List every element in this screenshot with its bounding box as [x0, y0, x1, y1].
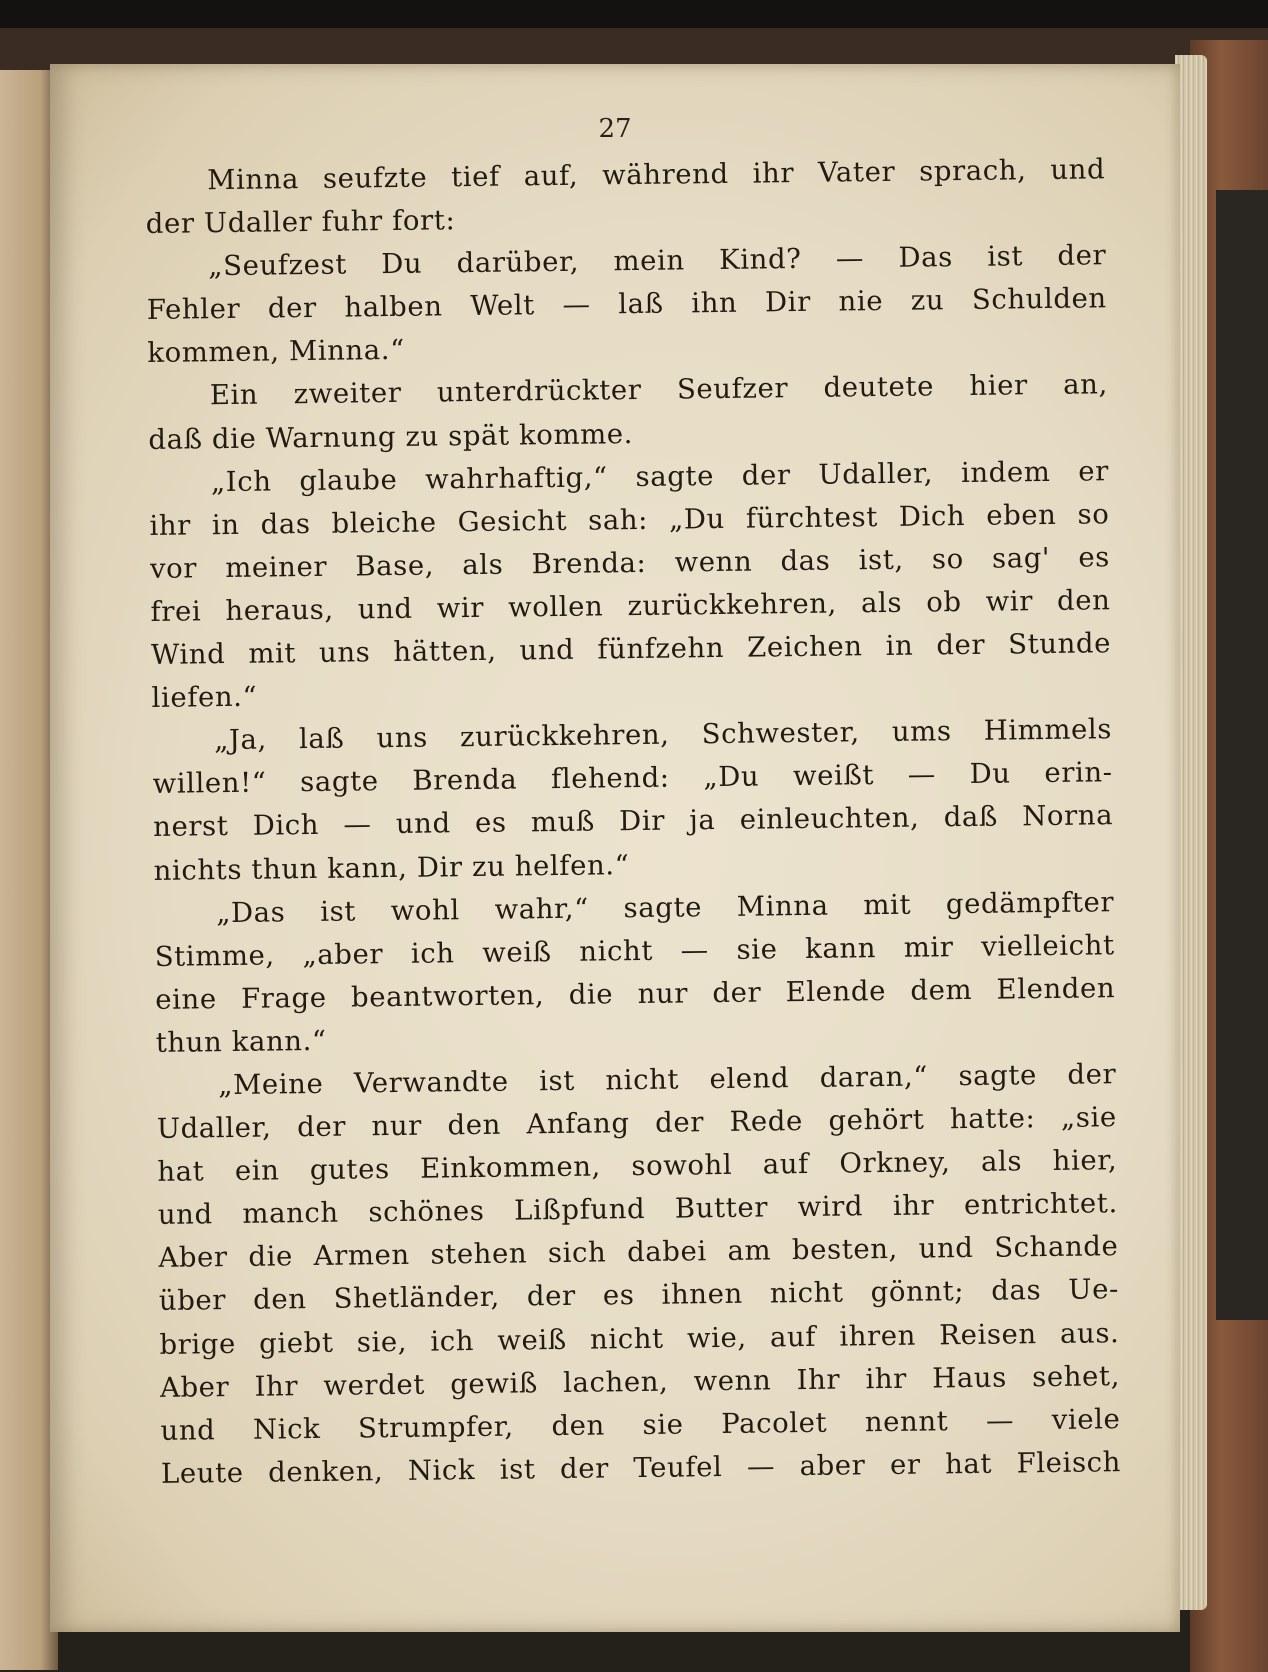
text-line: Stimme, „aber ich weiß nicht — sie kann mir vielleicht — [154, 928, 1115, 973]
text-line: liefen.“ — [151, 680, 258, 715]
text-line: „Ja, laß uns zurückkehren, Schwester, ums Himmels — [213, 713, 1113, 757]
text-line: „Das ist wohl wahr,“ sagte Minna mit gedämpfter — [216, 885, 1115, 929]
text-line: brige giebt sie, ich weiß nicht wie, auf ihren Reisen aus. — [159, 1316, 1120, 1361]
text-line: frei heraus, und wir wollen zurückkehren, als ob wir den — [150, 584, 1111, 628]
page-number: 27 — [598, 114, 632, 144]
book-board-shadow — [1216, 190, 1268, 1320]
text-line: „Seufzest Du darüber, mein Kind? — Das ist der — [208, 239, 1107, 283]
page-text — [145, 148, 1121, 1496]
text-line: nichts thun kann, Dir zu helfen.“ — [153, 848, 630, 887]
text-line: „Meine Verwandte ist nicht elend daran,“ sagte der — [218, 1058, 1117, 1102]
book-page — [50, 64, 1180, 1632]
text-line: nerst Dich — und es muß Dir ja einleuchten, daß Norna — [152, 799, 1114, 844]
text-line: kommen, Minna.“ — [147, 334, 405, 370]
text-line: Leute denken, Nick ist der Teufel — aber er hat Fleisch — [160, 1445, 1122, 1490]
text-line: „Ich glaube wahrhaftig,“ sagte der Udaller, indem er — [210, 454, 1110, 498]
text-line: Udaller, der nur den Anfang der Rede gehört hatte: „sie — [156, 1101, 1117, 1145]
text-line: vor meiner Base, als Brenda: wenn das ist, so sag' es — [149, 541, 1111, 585]
text-line: willen!“ sagte Brenda flehend: „Du weißt — Du erin- — [152, 756, 1113, 801]
text-line: thun kann.“ — [155, 1024, 327, 1059]
text-line: der Udaller fuhr fort: — [145, 204, 456, 241]
text-line: Wind mit uns hätten, und fünfzehn Zeichen in der Stunde — [150, 627, 1112, 671]
text-line: Aber die Armen stehen sich dabei am besten, und Schande — [158, 1230, 1119, 1275]
text-line: Ein zweiter unterdrückter Seufzer deutete hier an, — [209, 368, 1109, 412]
text-line: Aber Ihr werdet gewiß lachen, wenn Ihr ihr Haus sehet, — [159, 1359, 1121, 1404]
text-line: und manch schönes Lißpfund Butter wird ihr entrichtet. — [157, 1187, 1119, 1232]
text-line: über den Shetländer, der es ihnen nicht gönnt; das Ue- — [158, 1273, 1120, 1318]
text-line: Fehler der halben Welt — laß ihn Dir nie zu Schulden — [146, 282, 1107, 327]
text-line: daß die Warnung zu spät komme. — [148, 417, 634, 456]
text-line: und Nick Strumpfer, den sie Pacolet nennt — viele — [160, 1402, 1121, 1447]
text-line: hat ein gutes Einkommen, sowohl auf Orkney, als hier, — [157, 1144, 1118, 1189]
text-line: eine Frage beantworten, die nur der Elende dem Elenden — [155, 971, 1116, 1016]
text-line: ihr in das bleiche Gesicht sah: „Du fürchtest Dich eben so — [149, 497, 1110, 542]
text-line: Minna seufzte tief auf, während ihr Vater sprach, und — [207, 153, 1106, 197]
